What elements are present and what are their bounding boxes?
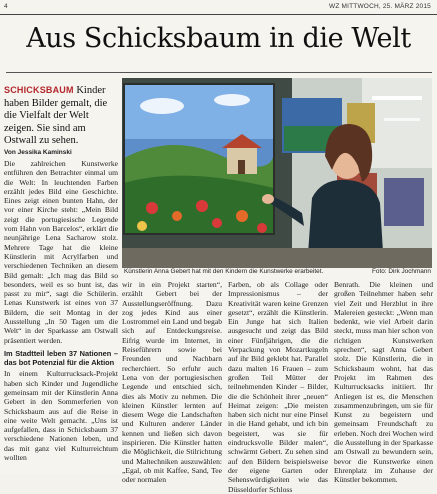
photo-illustration bbox=[122, 78, 432, 268]
article-headline: Aus Schicksbaum in die Welt bbox=[26, 23, 411, 54]
article-photo bbox=[122, 78, 432, 268]
article-column-1 bbox=[4, 159, 118, 472]
column-1-text-top: Die zahlreichen Kunstwerke entführen den Betrachter einmal um die Welt: In leuchtenden Farben erzählt jedes Bild eine Geschichte. Eines zeigt einen bunten Hahn, der vor einer Kirche steht: „Mein Bild zeigt die portugiesische Legende vom Hahn von Barcelos“, erklärt die neunjährige Lena Sacharow stolz. Mehrere Tage hat die kleine Künstlerin mit Acrylfarben und verschiedenen Techniken an diesem Bild gemalt: „Ich mag das Bild so besonders, weil es so bunt ist, das passt zu mir“, sagt die Schülerin. Lenas Kunstwerk ist eines von 37 Bildern, die seit Montag in der Ausstellung „In 50 Tagen um die Welt“ in der Sparkasse am Ostwall präsentiert werden. bbox=[4, 159, 118, 345]
article-lead bbox=[4, 84, 119, 148]
article-column-2 bbox=[122, 280, 222, 485]
column-1-text-bottom: In einem Kulturrucksack-Projekt haben sich Kinder und Jugendliche gemeinsam mit der Künstlerin Anna Gebert in den Sommerferien von Schicksbaum aus auf die Reise in eine weite Welt gemacht. „Uns ist aufgefallen, dass in Schicksbaum 37 verschiedene Nationen leben, und das mit ganz viel Kulturreichtum wollten bbox=[4, 369, 118, 463]
article-column-4 bbox=[334, 280, 433, 485]
column-3-text: Farben, ob als Collage oder Impressionismus – der Kreativität waren keine Grenzen gesetzt“, erzählt die Künstlerin. Ein Junge hat sich Italien ausgesucht und zeigt das Bild einer Fünfjährigen, die die Verpackung von Mozartkugeln auf ihr Bild geklebt hat. Parallel dazu malten 16 Frauen – zum großen Teil Mütter der teilnehmenden Kinder – Bilder, die die Schönheit ihrer „neuen“ Heimat zeigen: „Die meisten haben sich nicht nur eine Pinsel in die Hand gehabt, und ich bin begeistert, was sie für eindrucksvolle Bilder malen“, schwärmt Gebert. Zu sehen sind auf den Bildern beispielsweise der eigene Garten oder Sehenswürdigkeiten wie das Düsseldorfer Schloss bbox=[228, 280, 328, 494]
photo-caption: Künstlerin Anna Gebert hat mit den Kindern die Kunstwerke erarbeitet. bbox=[124, 268, 324, 275]
article-subheading: Im Stadtteil leben 37 Nationen – das bot Potenzial für die Aktion bbox=[4, 348, 118, 368]
headline-rule bbox=[6, 72, 432, 73]
article-column-3 bbox=[228, 280, 328, 494]
lead-text: Kinder haben Bilder gemalt, die die Vielfalt der Welt zeigen. Sie sind am Ostwall zu sehen. bbox=[4, 85, 108, 146]
lead-kicker: SCHICKSBAUM bbox=[4, 85, 74, 95]
photo-credit: Foto: Dirk Jochmann bbox=[372, 268, 431, 275]
issue-date: WZ MITTWOCH, 25. MÄRZ 2015 bbox=[329, 3, 431, 10]
column-4-text: Benrath. Die kleinen und großen Teilnehmer haben sehr viel Zeit und Herzblut in ihre Malereien gesteckt: „Wenn man bedenkt, wie viel Arbeit darin steckt, muss man hier schon von richtigen Kunstwerken sprechen“, sagt Anna Gebert stolz. Die Künstlerin, die in Schicksbaum wohnt, hat das Projekt im Rahmen des Kulturrucksacks initiiert. Ihr Anliegen ist es, die Menschen zusammenzubringen, um sie für Kunst zu begeistern und gemeinsam Freundschaft zu erleben. Noch drei Wochen wird die Ausstellung in der Sparkasse am Ostwall zu bewundern sein, bevor die Kunstwerke einen Ehrenplatz im Zuhause der Künstler bekommen. bbox=[334, 280, 433, 485]
byline: Von Jessika Kaminski bbox=[4, 149, 72, 156]
page-number: 4 bbox=[4, 3, 8, 10]
column-2-text: wir in ein Projekt starten“, erzählt Gebert bei der Ausstellungseröffnung. Dazu zog jedes Kind aus einer Lostrommel ein Land und begab sich auf Entdeckungsreise. Eifrig wurde im Internet, in Reiseführern sowie bei Freunden und Nachbarn recherchiert. So erfuhr auch Lena von der portugiesischen Legende und entschied sich, dies als Motiv zu nehmen. Die kleinen Künstler lernten auf diesem Wege die Landschaften und Kulturen anderer Länder kennen und ließen sich davon inspirieren. Die Künstler hatten die Möglichkeit, die Stilrichtung und Maltechniken auszuwählen: „Egal, ob mit Kaffee, Sand, Tee oder normalen bbox=[122, 280, 222, 485]
page-header bbox=[0, 0, 437, 15]
